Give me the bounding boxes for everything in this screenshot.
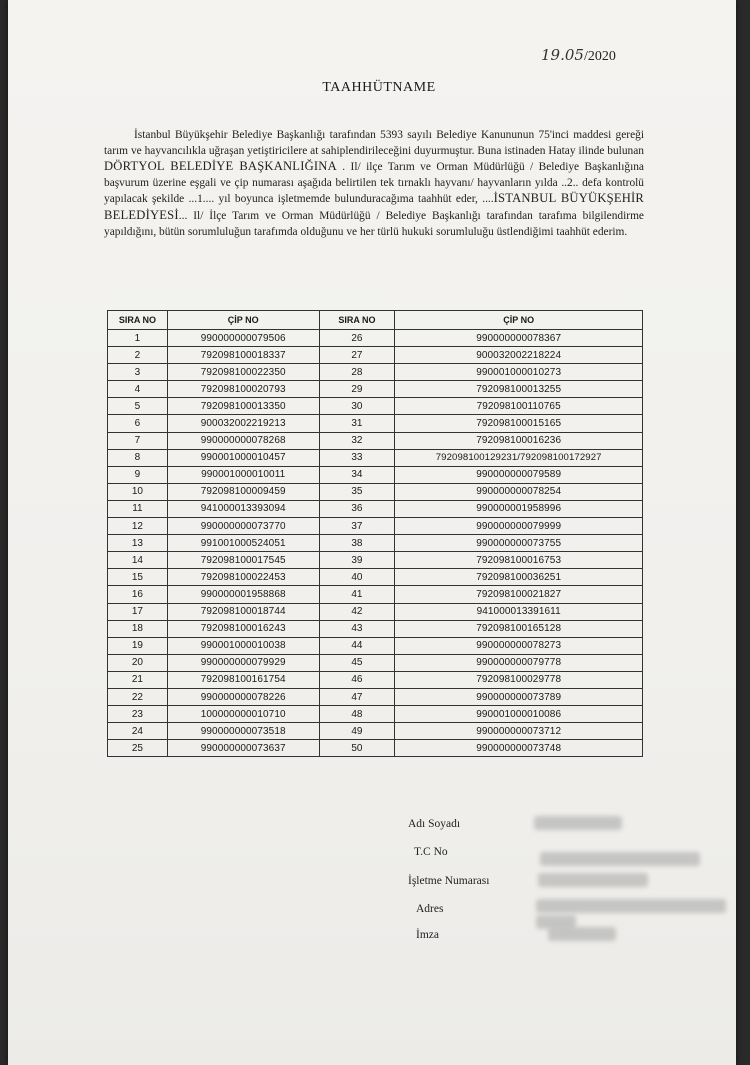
table-row (108, 603, 643, 620)
sira-no-cell: 4 (108, 381, 168, 398)
redacted-address (536, 899, 726, 913)
chip-no-cell: 941000013393094 (167, 500, 319, 517)
business-number-label: İşletme Numarası (408, 875, 490, 887)
table-row (108, 466, 643, 483)
ibb-name: İSTANBUL BÜYÜKŞEHİR BELEDİYESİ (104, 191, 644, 222)
chip-no-cell: 990000000079589 (395, 466, 643, 483)
sira-no-cell: 42 (319, 603, 395, 620)
chip-no-cell: 792098100016243 (167, 620, 319, 637)
chip-no-cell: 792098100016236 (395, 432, 643, 449)
chip-no-cell: 792098100018337 (167, 347, 319, 364)
chip-no-cell: 990000000073755 (395, 535, 643, 552)
chip-no-cell: 792098100165128 (395, 620, 643, 637)
sira-no-cell: 46 (319, 671, 395, 688)
signature-block (408, 818, 728, 957)
chip-no-cell: 941000013391611 (395, 603, 643, 620)
table-row (108, 518, 643, 535)
sira-no-cell: 48 (319, 706, 395, 723)
chip-no-cell: 990000000079778 (395, 654, 643, 671)
sira-no-cell: 32 (319, 432, 395, 449)
redacted-name (534, 816, 622, 830)
chip-no-cell: 792098100110765 (395, 398, 643, 415)
table-row (108, 364, 643, 381)
table-row (108, 688, 643, 705)
chip-no-cell: 990000000078273 (395, 637, 643, 654)
chip-no-cell: 990000000073770 (167, 518, 319, 535)
chip-no-cell: 792098100029778 (395, 671, 643, 688)
table-row (108, 381, 643, 398)
municipality-name: DÖRTYOL BELEDİYE BAŞKANLIĞINA (104, 159, 337, 174)
chip-no-cell: 792098100016753 (395, 552, 643, 569)
sira-no-cell: 1 (108, 330, 168, 347)
chip-no-cell: 792098100017545 (167, 552, 319, 569)
sira-no-cell: 37 (319, 518, 395, 535)
sira-no-cell: 45 (319, 654, 395, 671)
sira-no-cell: 15 (108, 569, 168, 586)
chip-no-cell: 990001000010038 (167, 637, 319, 654)
table-row (108, 535, 643, 552)
chip-no-cell: 990000001958996 (395, 500, 643, 517)
sira-no-cell: 34 (319, 466, 395, 483)
chip-no-cell: 792098100022350 (167, 364, 319, 381)
sira-no-cell: 21 (108, 671, 168, 688)
chip-no-cell: 990000000073518 (167, 723, 319, 740)
chip-no-cell: 991001000524051 (167, 535, 319, 552)
sira-no-cell: 39 (319, 552, 395, 569)
sira-no-cell: 18 (108, 620, 168, 637)
sira-no-cell: 31 (319, 415, 395, 432)
chip-no-cell: 990000001958868 (167, 586, 319, 603)
chip-no-cell: 990000000073712 (395, 723, 643, 740)
chip-table (107, 310, 643, 757)
table-row (108, 637, 643, 654)
chip-no-cell: 792098100161754 (167, 671, 319, 688)
sira-no-cell: 25 (108, 740, 168, 757)
table-row (108, 671, 643, 688)
chip-no-cell: 990000000078367 (395, 330, 643, 347)
table-row (108, 415, 643, 432)
chip-no-cell: 990001000010011 (167, 466, 319, 483)
signature-label: İmza (416, 929, 439, 941)
chip-no-cell: 990000000073637 (167, 740, 319, 757)
name-label: Adı Soyadı (408, 818, 461, 830)
sira-no-cell: 12 (108, 518, 168, 535)
chip-no-cell: 990001000010457 (167, 449, 319, 466)
chip-no-cell: 990000000073789 (395, 688, 643, 705)
table-row (108, 586, 643, 603)
sira-no-cell: 14 (108, 552, 168, 569)
sira-no-cell: 9 (108, 466, 168, 483)
sira-no-cell: 30 (319, 398, 395, 415)
chip-no-cell: 990000000079929 (167, 654, 319, 671)
sira-no-cell: 44 (319, 637, 395, 654)
redacted-tc-no (540, 852, 700, 866)
chip-no-cell: 990001000010086 (395, 706, 643, 723)
table-row (108, 449, 643, 466)
table-row (108, 654, 643, 671)
sira-no-cell: 47 (319, 688, 395, 705)
chip-no-cell: 792098100022453 (167, 569, 319, 586)
chip-no-cell: 792098100036251 (395, 569, 643, 586)
sira-no-cell: 50 (319, 740, 395, 757)
sira-no-cell: 29 (319, 381, 395, 398)
chip-no-cell: 990000000079999 (395, 518, 643, 535)
declaration-paragraph: İstanbul Büyükşehir Belediye Başkanlığı tarafından 5393 sayılı Belediye Kanununun 75'inci maddesi gereği tarım ve hayvancılıkla uğraşan yetiştiricilere at sahiplendirileceğini duyurmuştur. Buna istinaden Hatay ilinde bulunan DÖRTYOL BELEDİYE BAŞKANLIĞINA . Il/ ilçe Tarım ve Orman Müdürlüğü / Belediye Başkanlığına başvurum üzerine eşgali ve çip numarası aşağıda belirtilen tek tırnaklı hayvanı/ hayvanların yılda ..2.. defa kontrolü yapılacak şekilde ...1.... yıl boyunca işletmemde bulunduracağıma taahhüt eder, ....İSTANBUL BÜYÜKŞEHİR BELEDİYESİ... Il/ İlçe Tarım ve Orman Müdürlüğü / Belediye Başkanlığı tarafından tarafıma bilgilendirme yapıldığını, bütün sorumluluğun tarafımda olduğunu ve her türlü hukuki sorumluluğu üstlendiğimi taahhüt ederim. (104, 129, 644, 238)
sira-no-cell: 26 (319, 330, 395, 347)
sira-no-cell: 40 (319, 569, 395, 586)
signature-row (408, 903, 728, 929)
sira-no-cell: 17 (108, 603, 168, 620)
sira-no-cell: 33 (319, 449, 395, 466)
table-row (108, 432, 643, 449)
chip-no-cell: 792098100013350 (167, 398, 319, 415)
sira-no-cell: 23 (108, 706, 168, 723)
tc-no-label: T.C No (414, 846, 448, 858)
column-header: ÇİP NO (167, 311, 319, 330)
sira-no-cell: 24 (108, 723, 168, 740)
sira-no-cell: 38 (319, 535, 395, 552)
sira-no-cell: 6 (108, 415, 168, 432)
sira-no-cell: 8 (108, 449, 168, 466)
column-header: SIRA NO (319, 311, 395, 330)
sira-no-cell: 41 (319, 586, 395, 603)
table-row (108, 723, 643, 740)
sira-no-cell: 13 (108, 535, 168, 552)
chip-no-cell: 792098100009459 (167, 483, 319, 500)
document-page (8, 0, 736, 1065)
column-header: ÇİP NO (395, 311, 643, 330)
table-row (108, 500, 643, 517)
chip-no-cell: 990001000010273 (395, 364, 643, 381)
chip-no-cell: 792098100021827 (395, 586, 643, 603)
signature-row (408, 846, 728, 875)
table-row (108, 483, 643, 500)
sira-no-cell: 19 (108, 637, 168, 654)
chip-no-cell: 990000000073748 (395, 740, 643, 757)
handwritten-date: 19.05 (541, 46, 584, 64)
redacted-business-number (538, 873, 648, 887)
chip-no-cell: 792098100015165 (395, 415, 643, 432)
table-row (108, 347, 643, 364)
table-row (108, 330, 643, 347)
table-row (108, 740, 643, 757)
document-date (541, 46, 616, 65)
chip-no-cell: 990000000078254 (395, 483, 643, 500)
sira-no-cell: 11 (108, 500, 168, 517)
chip-no-cell: 900032002219213 (167, 415, 319, 432)
sira-no-cell: 16 (108, 586, 168, 603)
chip-no-cell: 792098100129231/792098100172927 (395, 449, 643, 466)
signature-row (408, 818, 728, 846)
date-year: /2020 (583, 49, 616, 64)
sira-no-cell: 35 (319, 483, 395, 500)
table-header-row (108, 311, 643, 330)
chip-no-cell: 990000000078268 (167, 432, 319, 449)
chip-no-cell: 792098100020793 (167, 381, 319, 398)
chip-no-cell: 100000000010710 (167, 706, 319, 723)
chip-no-cell: 792098100018744 (167, 603, 319, 620)
table-row (108, 398, 643, 415)
sira-no-cell: 43 (319, 620, 395, 637)
sira-no-cell: 36 (319, 500, 395, 517)
page-title: TAAHHÜTNAME (322, 80, 436, 95)
signature-row (408, 929, 728, 957)
sira-no-cell: 7 (108, 432, 168, 449)
table-row (108, 706, 643, 723)
sira-no-cell: 2 (108, 347, 168, 364)
table-row (108, 552, 643, 569)
sira-no-cell: 5 (108, 398, 168, 415)
sira-no-cell: 20 (108, 654, 168, 671)
table-row (108, 620, 643, 637)
sira-no-cell: 27 (319, 347, 395, 364)
chip-no-cell: 990000000078226 (167, 688, 319, 705)
address-label: Adres (416, 903, 444, 915)
sira-no-cell: 22 (108, 688, 168, 705)
chip-no-cell: 792098100013255 (395, 381, 643, 398)
column-header: SIRA NO (108, 311, 168, 330)
sira-no-cell: 28 (319, 364, 395, 381)
redacted-signature (548, 927, 616, 941)
sira-no-cell: 3 (108, 364, 168, 381)
chip-no-cell: 990000000079506 (167, 330, 319, 347)
sira-no-cell: 10 (108, 483, 168, 500)
sira-no-cell: 49 (319, 723, 395, 740)
table-row (108, 569, 643, 586)
chip-no-cell: 900032002218224 (395, 347, 643, 364)
